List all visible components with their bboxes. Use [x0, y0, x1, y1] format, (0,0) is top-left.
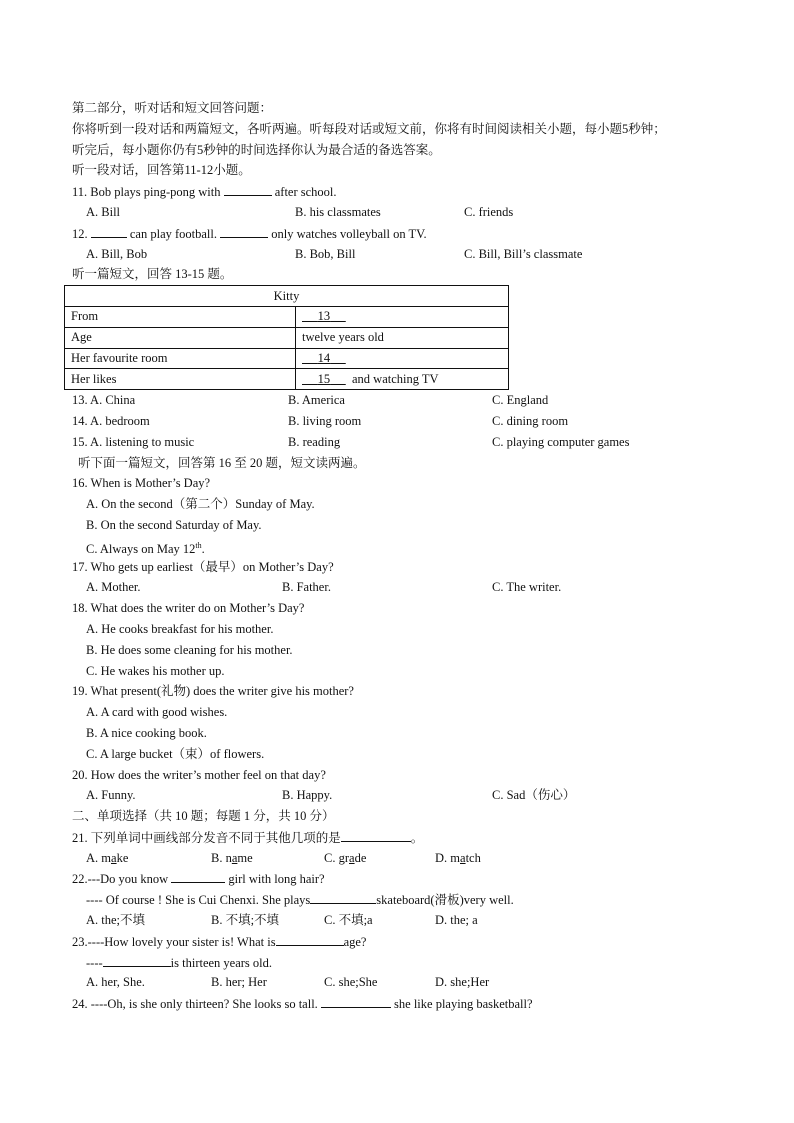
- q11-options: [72, 202, 732, 223]
- answer-blank: [171, 868, 225, 883]
- kitty-info-table: [64, 285, 509, 390]
- dialogue-intro: 听一段对话，回答第11-12小题。: [72, 163, 251, 178]
- answer-blank: [321, 993, 391, 1008]
- q14-options: 14. A. bedroom B. living room C. dining room: [72, 413, 569, 428]
- q17-options: A. Mother. B. Father. C. The writer.: [86, 580, 562, 595]
- table-cell-label: From: [65, 306, 296, 327]
- table-header: Kitty: [65, 286, 509, 307]
- q16-option-b: B. On the second Saturday of May.: [86, 517, 262, 532]
- answer-blank: [276, 931, 344, 946]
- q23-line2: ---- is thirteen years old.: [72, 952, 732, 973]
- table-row: [65, 306, 509, 327]
- worksheet-page: [72, 98, 732, 1014]
- q22-options: A. the;不填 B. 不填;不填 C. 不填;a D. the; a: [86, 913, 478, 928]
- answer-blank: [310, 889, 376, 904]
- q16-stem: 16. When is Mother’s Day?: [72, 476, 211, 491]
- q20-options: A. Funny. B. Happy. C. Sad（伤心）: [86, 788, 576, 803]
- q23-stem: 23.----How lovely your sister is! What is age?: [72, 931, 732, 952]
- part2-instruction-2: 听完后，每小题你仍有5秒钟的时间选择你认为最合适的备选答案。: [72, 142, 441, 157]
- q12-option-a: A. Bill, Bob: [86, 246, 148, 261]
- passage1-intro: 听一篇短文，回答 13-15 题。: [72, 267, 233, 282]
- q19-option-a: A. A card with good wishes.: [86, 705, 228, 720]
- answer-blank: [91, 223, 127, 238]
- table-row: [65, 348, 509, 369]
- q11-option-c: C. friends: [464, 204, 514, 219]
- answer-blank: [224, 181, 272, 196]
- answer-blank: [220, 223, 268, 238]
- table-cell-value: 14: [296, 348, 509, 369]
- answer-blank: [341, 827, 411, 842]
- q12-options: [72, 244, 732, 265]
- q23-options: A. her, She. B. her; Her C. she;She D. she;Her: [86, 975, 490, 990]
- table-cell-label: Age: [65, 327, 296, 348]
- q22-stem: 22.---Do you know girl with long hair?: [72, 868, 732, 889]
- section2-title: 二、单项选择（共 10 题；每题 1 分，共 10 分）: [72, 809, 335, 824]
- q19-option-b: B. A nice cooking book.: [86, 725, 207, 740]
- q12-stem: 12. can play football. only watches volleyball on TV.: [72, 223, 732, 244]
- table-row: [65, 369, 509, 390]
- table-cell-value: 15 and watching TV: [296, 369, 509, 390]
- table-cell-value: 13: [296, 306, 509, 327]
- part2-title: 第二部分，听对话和短文回答问题：: [72, 101, 273, 115]
- q24-stem: 24. ----Oh, is she only thirteen? She looks so tall. she like playing basketball?: [72, 993, 732, 1014]
- answer-blank: [103, 952, 171, 967]
- q11-option-a: A. Bill: [86, 204, 121, 219]
- table-cell-label: Her favourite room: [65, 348, 296, 369]
- q19-stem: 19. What present(礼物) does the writer give his mother?: [72, 684, 354, 699]
- q18-option-c: C. He wakes his mother up.: [86, 663, 225, 678]
- q12-option-b: B. Bob, Bill: [295, 246, 356, 261]
- q19-option-c: C. A large bucket（束）of flowers.: [86, 746, 265, 761]
- q21-options: A. make B. name C. grade D. match: [86, 850, 481, 865]
- q11-option-b: B. his classmates: [295, 204, 381, 219]
- table-cell-label: Her likes: [65, 369, 296, 390]
- table-row: [65, 327, 509, 348]
- q16-option-c: C. Always on May 12th.: [86, 540, 205, 556]
- q15-options: 15. A. listening to music B. reading C. playing computer games: [72, 434, 630, 449]
- q17-stem: 17. Who gets up earliest（最早）on Mother’s Day?: [72, 559, 334, 574]
- q18-stem: 18. What does the writer do on Mother’s Day?: [72, 601, 305, 616]
- table-cell-value: twelve years old: [296, 327, 509, 348]
- part2-instruction-1: 你将听到一段对话和两篇短文，各听两遍。听每段对话或短文前，你将有时间阅读相关小题，每小题5秒钟；: [72, 121, 666, 136]
- q22-line2: ---- Of course ! She is Cui Chenxi. She plays skateboard(滑板)very well.: [72, 889, 732, 910]
- q21-stem: 21. 下列单词中画线部分发音不同于其他几项的是 。: [72, 827, 732, 848]
- q20-stem: 20. How does the writer’s mother feel on that day?: [72, 767, 326, 782]
- q11-stem: 11. Bob plays ping-pong with after school.: [72, 181, 732, 202]
- q12-option-c: C. Bill, Bill’s classmate: [464, 246, 583, 261]
- passage2-intro: 听下面一篇短文，回答第 16 至 20 题，短文读两遍。: [78, 455, 366, 470]
- q13-options: 13. A. China B. America C. England: [72, 393, 549, 408]
- q18-option-b: B. He does some cleaning for his mother.: [86, 642, 293, 657]
- q18-option-a: A. He cooks breakfast for his mother.: [86, 621, 274, 636]
- q16-option-a: A. On the second（第二个）Sunday of May.: [86, 497, 315, 512]
